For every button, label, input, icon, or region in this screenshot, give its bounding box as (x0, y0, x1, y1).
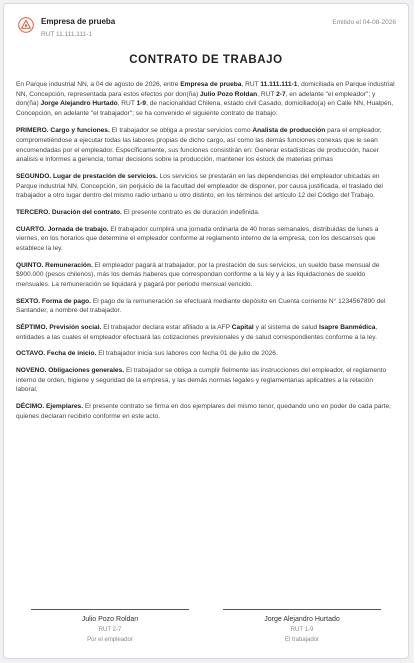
clause-text: El empleador pagará al trabajador, por la prestación de sus servicios, un sueldo base mensual de $900.000 (pesos chilenos), más los demás haberes que correspondan conforme a la ley y a las liquidaciones de sueldo mensuales. La remuneración se liquidará y pagará por periodo mensual vencido. (16, 261, 380, 288)
intro-worker-name: Jorge Alejandro Hurtado (40, 100, 118, 108)
intro-representative-name: Julio Pozo Roldan (200, 90, 258, 98)
contract-document (3, 3, 409, 659)
issued-date: Emitido el 04-08-2026 (332, 19, 396, 26)
clause-title: SÉPTIMO. Previsión social. (16, 324, 102, 331)
clause-septimo (16, 323, 396, 342)
clause-text: y al sistema de salud (253, 324, 319, 331)
clause-text: para el empleador, comprometiéndose a ejecutar todas las labores propias de dicho cargo, así como las demás funciones conexas que le sean encomendadas por el empleador. Específicamente, sus funciones consistirán en: Generar estadísticas de producción, hacer analisis e informes a gerencia, tomar decisions sobre la producción, mantener los estock de materias primas (16, 127, 382, 164)
clause-primero (16, 126, 396, 164)
clause-noveno (16, 366, 396, 395)
clause-text: El trabajador cumplirá una jornada ordinaria de 40 horas semanales, distribuidas de lunes a viernes, en los horarios que determine el empleador conforme al reglamento interno de la empresa, con los descansos que establece la ley. (16, 225, 379, 252)
clause-title: NOVENO. Obligaciones generales. (16, 367, 125, 375)
intro-text: , RUT (257, 90, 277, 98)
clause-text: El trabajador se obliga a cumplir fielmente las instrucciones del empleador, el reglamento interno de orden, higiene y seguridad de la empresa, y las demás normas legales y reglamentarias aplicables a la relación laboral. (16, 367, 387, 394)
clause-text: El trabajador declara estar afiliado a la AFP (101, 324, 232, 331)
clause-text: El presente contrato es de duración indefinida. (121, 208, 260, 216)
clause-segundo (16, 172, 396, 201)
intro-company-name: Empresa de prueba (180, 81, 242, 88)
clause-text: El trabajador se obliga a prestar servicios como (109, 127, 253, 135)
clause-decimo (16, 402, 396, 421)
intro-text: , domiciliada en Parque industrial NN, Concepción, representada para estos efectos por don(ña) (16, 81, 395, 98)
clause-title: CUARTO. Jornada de trabajo. (16, 225, 109, 233)
clause-title: OCTAVO. Fecha de inicio. (16, 350, 97, 358)
clause-quinto (16, 261, 396, 290)
clause-title: PRIMERO. Cargo y funciones. (16, 127, 110, 135)
signature-section (31, 609, 381, 649)
clause-text: El presente contrato se firma en dos ejemplares del mismo tenor, quedando uno en poder de cada parte, quienes declaran recibirlo conforme en este acto. (16, 403, 391, 420)
signer-rut: RUT 1-9 (290, 627, 314, 633)
company-rut: RUT 11.111.111-1 (41, 31, 92, 38)
clause-title: QUINTO. Remuneración. (16, 261, 93, 269)
clause-text: Los servicios se prestarán en las dependencias del empleador ubicadas en Parque industrial NN, Concepción, sin perjuicio de la facultad del empleador de disponer, por causa justificada, el traslado del trabajador a otro lugar dentro del mismo radio urbano u otro distinto, en los términos del artículo 12 del Código del Trabajo. (16, 172, 383, 200)
clause-title: SEXTO. Forma de pago. (16, 297, 91, 305)
intro-text: , RUT (117, 100, 137, 108)
triangle-eye-logo-icon (18, 17, 34, 33)
clause-title: SEGUNDO. Lugar de prestación de servicios. (16, 172, 158, 180)
employer-signature (31, 609, 189, 643)
clause-title: TERCERO. Duración del contrato. (16, 208, 122, 216)
company-name: Empresa de prueba (41, 17, 116, 26)
clause-position: Analista de producción (252, 127, 326, 135)
intro-text: , RUT (241, 81, 261, 88)
contract-body (16, 80, 396, 429)
intro-text: , de nacionalidad Chilena, estado civil Casado, domiciliado(a) en Calle NN, Hualpén, Concepción, en adelante "el trabajador"; se ha convenido el siguiente contrato de trabajo: (16, 100, 394, 117)
clause-text: , entidades a las cuales el empleador efectuará las cotizaciones previsionales y de salud correspondientes conforme a la ley. (16, 324, 378, 341)
document-title: CONTRATO DE TRABAJO (129, 54, 283, 66)
clause-health-system: Isapre Banmédica (319, 324, 376, 331)
intro-text: , en adelante "el empleador"; y don(ña) (16, 90, 376, 108)
intro-text: En Parque industrial NN, a 04 de agosto de 2026, entre (16, 81, 181, 88)
signer-name: Jorge Alejandro Hurtado (264, 616, 340, 623)
intro-representative-rut: 2-7 (276, 90, 286, 98)
intro-worker-rut: 1-9 (136, 100, 147, 108)
clause-tercero (16, 208, 396, 218)
intro-paragraph (16, 80, 396, 118)
clause-afp: Capital (231, 324, 254, 331)
signer-role: El trabajador (284, 637, 320, 643)
signer-name: Julio Pozo Roldan (81, 616, 139, 623)
signer-role: Por el empleador (87, 637, 133, 643)
worker-signature (223, 609, 381, 643)
clause-text: El pago de la remuneración se efectuará mediante depósito en Cuenta corriente N° 1234567890 del Santander, a nombre del trabajador. (16, 297, 386, 315)
clause-title: DÉCIMO. Ejemplares. (16, 403, 84, 411)
document-header (18, 16, 396, 44)
clause-sexto (16, 297, 396, 316)
intro-company-rut: 11.111.111-1 (260, 81, 298, 88)
signer-rut: RUT 2-7 (98, 627, 122, 633)
clause-text: El trabajador inicia sus labores con fecha 01 de julio de 2026. (96, 350, 278, 358)
clause-cuarto (16, 225, 396, 254)
clause-octavo (16, 349, 396, 359)
